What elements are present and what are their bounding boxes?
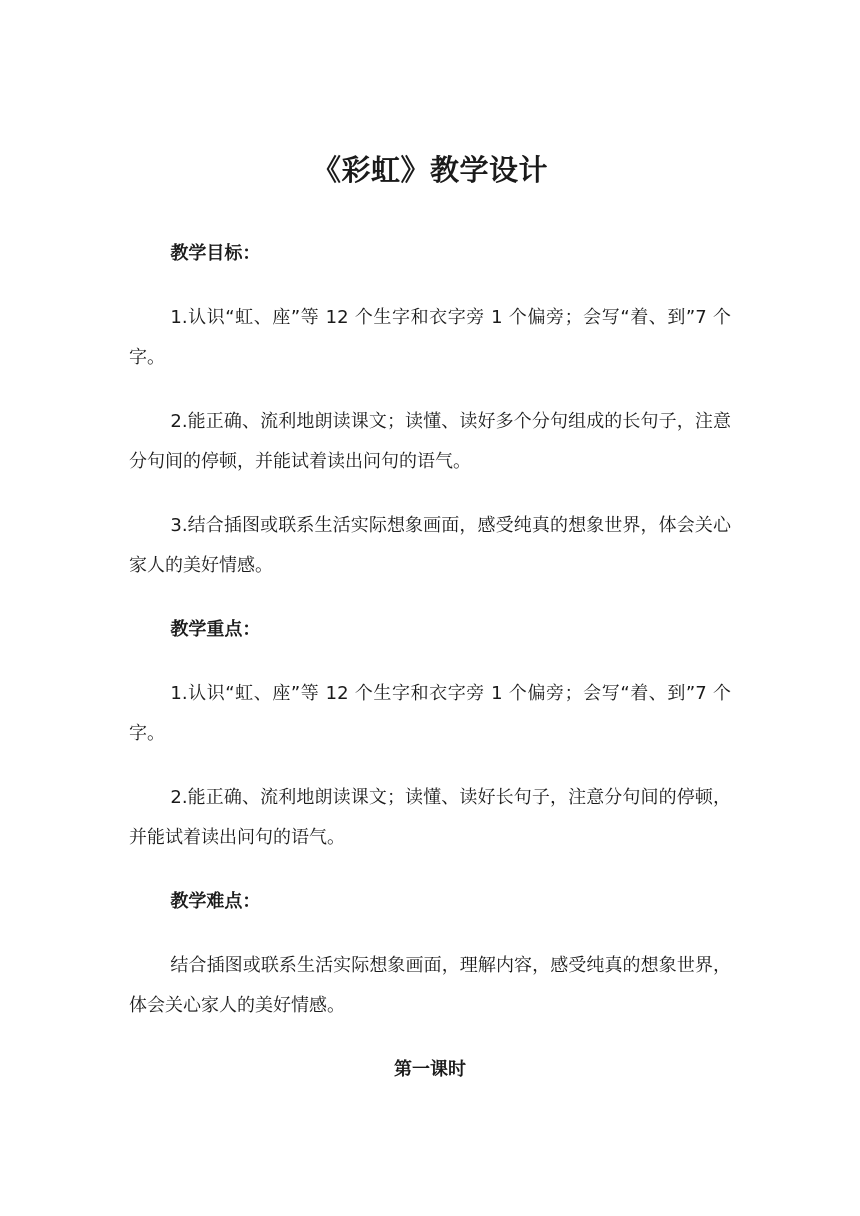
goal-item-3: 3.结合插图或联系生活实际想象画面，感受纯真的想象世界，体会关心家人的美好情感。 — [129, 515, 731, 576]
section-heading-goals: 教学目标： — [170, 243, 261, 264]
goal-item-2: 2.能正确、流利地朗读课文；读懂、读好多个分句组成的长句子，注意分句间的停顿，并能试着读出问句的语气。 — [129, 411, 731, 472]
key-point-item-2: 2.能正确、流利地朗读课文；读懂、读好长句子，注意分句间的停顿，并能试着读出问句的语气。 — [129, 787, 731, 848]
document-body — [129, 234, 731, 1090]
lesson-title: 第一课时 — [394, 1059, 466, 1080]
section-heading-key-points: 教学重点： — [170, 619, 261, 640]
goal-item-1: 1.认识“虹、座”等 12 个生字和衣字旁 1 个偏旁；会写“着、到”7 个字。 — [129, 307, 731, 368]
difficulty-item-1: 结合插图或联系生活实际想象画面，理解内容，感受纯真的想象世界，体会关心家人的美好情感。 — [129, 955, 731, 1016]
document-title: 《彩虹》教学设计 — [311, 153, 548, 187]
key-point-item-1: 1.认识“虹、座”等 12 个生字和衣字旁 1 个偏旁；会写“着、到”7 个字。 — [129, 683, 731, 744]
section-heading-difficulties: 教学难点： — [170, 891, 261, 912]
